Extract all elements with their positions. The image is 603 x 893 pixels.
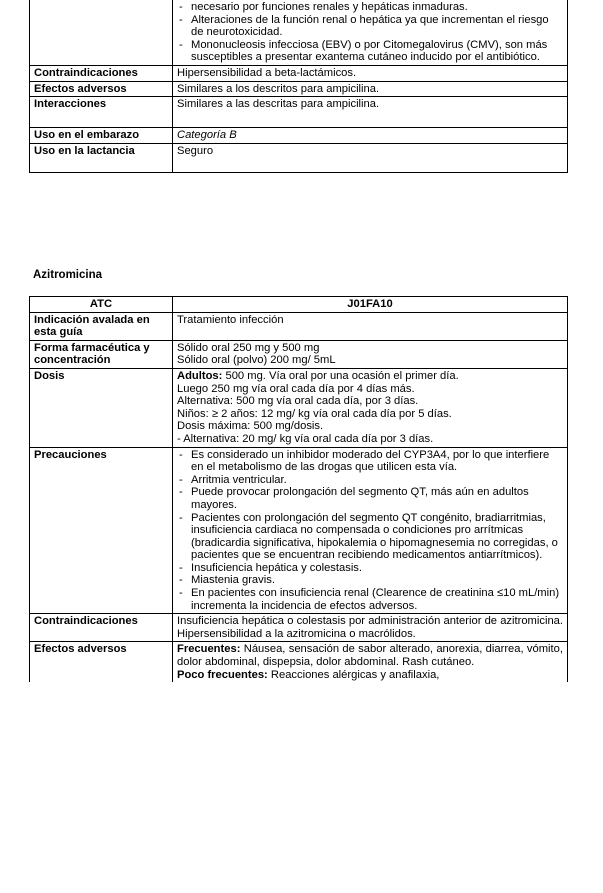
table-row (30, 368, 568, 447)
dose-line: Alternativa: 500 mg vía oral cada día, por 3 días. (177, 395, 419, 408)
dose-line: Luego 250 mg vía oral cada día por 4 días más. (177, 382, 415, 395)
dose-line: Niños: ≥ 2 años: 12 mg/ kg vía oral cada día por 5 días. (177, 407, 452, 420)
row-label: Efectos adversos (30, 81, 173, 97)
drug-table-azitromicina (29, 296, 568, 682)
row-value: Tratamiento infección (173, 312, 568, 340)
table-row (30, 614, 568, 642)
table-header-row (30, 297, 568, 313)
dose-line: - Alternativa: 20 mg/ kg vía oral cada día por 3 días. (177, 432, 434, 445)
adverse-frequent-label: Frecuentes: (177, 643, 241, 656)
list-item: - Es considerado un inhibidor moderado del CYP3A4, por lo que interfiere en el metabolismo de las drogas que utilicen esta vía. (177, 449, 563, 474)
list-item: - Insuficiencia hepática y colestasis. (177, 562, 563, 575)
list-item: - Miastenia gravis. (177, 574, 563, 587)
row-value: Seguro (173, 143, 568, 172)
row-label: Efectos adversos (30, 642, 173, 682)
precautions-list (177, 449, 563, 613)
section-title: Azitromicina (33, 269, 103, 281)
list-item: - necesario por funciones renales y hepáticas inmaduras. (177, 1, 563, 14)
list-item: - Mononucleosis infecciosa (EBV) o por Citomegalovirus (CMV), son más susceptibles a presentar exantema cutáneo inducido por el antibiótico. (177, 39, 563, 64)
row-label: Indicación avalada en esta guía (30, 312, 173, 340)
row-value: Similares a los descritos para ampicilina. (173, 81, 568, 97)
precautions-continued (173, 0, 568, 65)
row-value (173, 642, 568, 682)
dose-text: 500 mg. Vía oral por una ocasión el primer día. (222, 369, 459, 382)
row-label: Contraindicaciones (30, 614, 173, 642)
table-row (30, 340, 568, 368)
adverse-infrequent-text: Reacciones alérgicas y anafilaxia, (267, 668, 440, 681)
table-row (30, 143, 568, 172)
table-row (30, 65, 568, 81)
adverse-infrequent (177, 669, 563, 682)
row-label: Interacciones (30, 97, 173, 128)
row-value (173, 340, 568, 368)
table-row (30, 447, 568, 614)
table-row (30, 81, 568, 97)
header-code: J01FA10 (173, 297, 568, 313)
list-item: - Pacientes con prolongación del segmento QT congénito, bradiarritmias, insuficiencia cardiaca no compensada o condiciones pro arrítmicas (bradicardia significativa, hipokalemia o hipomagnesemia no corregidas, o pacientes que se encuentran recibiendo medicamentos antiarrítmicos). (177, 512, 563, 562)
adverse-frequent-text: Náusea, sensación de sabor alterado, anorexia, diarrea, vómito, dolor abdominal, dispepsia, dolor abdominal. Rash cutáneo. (177, 643, 563, 669)
list-item: - En pacientes con insuficiencia renal (Clearence de creatinina ≤10 mL/min) incrementa la incidencia de efectos adversos. (177, 587, 563, 612)
table-row (30, 0, 568, 65)
row-label: Contraindicaciones (30, 65, 173, 81)
row-label: Uso en la lactancia (30, 143, 173, 172)
adverse-frequent (177, 643, 563, 668)
adverse-infrequent-label: Poco frecuentes: (177, 668, 268, 681)
row-label: Uso en el embarazo (30, 128, 173, 144)
list-item: - Puede provocar prolongación del segmento QT, más aún en adultos mayores. (177, 486, 563, 511)
row-value: Similares a las descritas para ampicilina. (173, 97, 568, 128)
table-row (30, 128, 568, 144)
row-value: Hipersensibilidad a beta-lactámicos. (173, 65, 568, 81)
drug-table-previous (29, 0, 568, 173)
dose-line: Dosis máxima: 500 mg/dosis. (177, 420, 324, 433)
table-row (30, 642, 568, 682)
row-value (173, 368, 568, 447)
list-item: - Arritmia ventricular. (177, 474, 563, 487)
row-value: Categoría B (173, 128, 568, 144)
precautions-list (177, 1, 563, 64)
header-atc: ATC (30, 297, 173, 313)
dose-line (177, 370, 563, 383)
row-value (173, 447, 568, 614)
form-line: Sólido oral (polvo) 200 mg/ 5mL (177, 354, 336, 367)
form-line: Sólido oral 250 mg y 500 mg (177, 341, 320, 354)
row-label: Forma farmacéutica y concentración (30, 340, 173, 368)
row-label: Precauciones (30, 447, 173, 614)
row-label: Dosis (30, 368, 173, 447)
dose-adults-label: Adultos: (177, 369, 223, 382)
table-row (30, 97, 568, 128)
table-row (30, 312, 568, 340)
row-value: Insuficiencia hepática o colestasis por administración anterior de azitromicina. Hipersensibilidad a la azitromicina o macrólidos. (173, 614, 568, 642)
row-label (30, 0, 173, 65)
list-item: - Alteraciones de la función renal o hepática ya que incrementan el riesgo de neurotoxicidad. (177, 14, 563, 39)
